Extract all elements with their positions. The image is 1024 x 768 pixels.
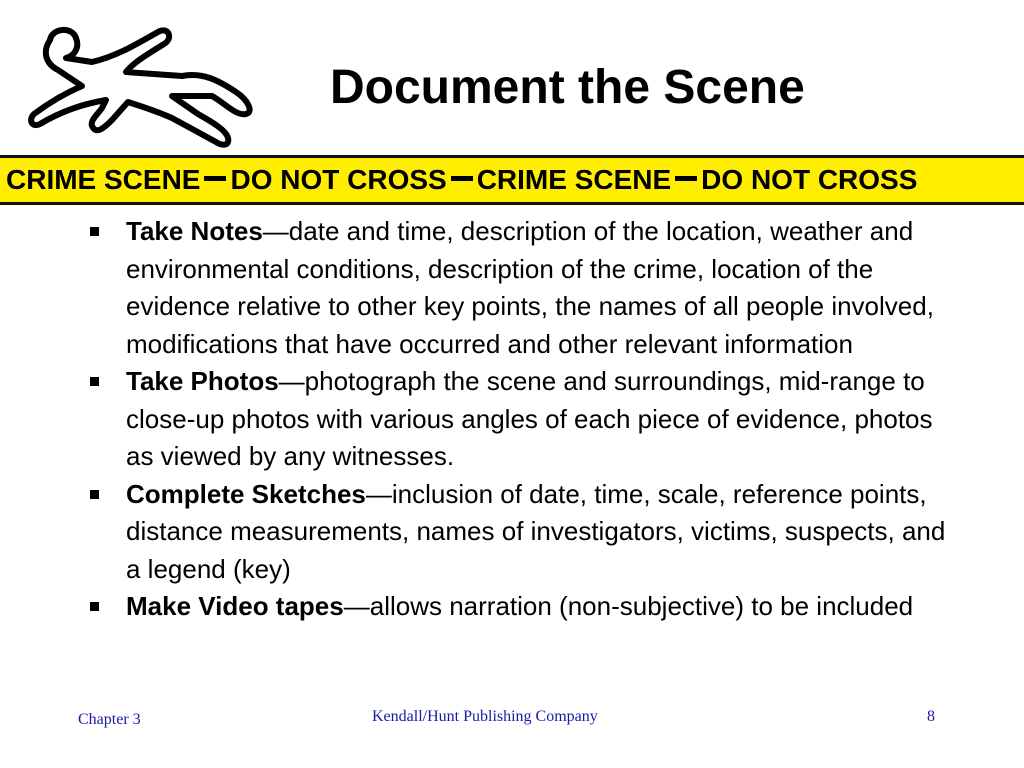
tape-text: CRIME SCENE xyxy=(476,164,672,195)
bullet-text: —photograph the scene and surroundings, mid-range to close-up photos with various angles of each piece of evidence, photos as viewed by any witnesses. xyxy=(126,366,933,471)
chalk-body-outline-icon xyxy=(22,22,262,162)
square-bullet-icon xyxy=(90,227,99,236)
bullet-text: —inclusion of date, time, scale, reference points, distance measurements, names of investigators, victims, suspects, and a legend (key) xyxy=(126,478,946,584)
tape-dash xyxy=(675,176,697,181)
footer-publisher: Kendall/Hunt Publishing Company xyxy=(372,708,598,725)
bullet-item xyxy=(90,476,950,589)
bullet-item xyxy=(90,588,950,626)
tape-text: DO NOT CROSS xyxy=(701,164,918,195)
bullet-item xyxy=(90,213,950,363)
bullet-term: Make Video tapes xyxy=(126,591,344,621)
square-bullet-icon xyxy=(90,490,99,499)
bullet-text: —date and time, description of the location, weather and environmental conditions, description of the crime, location of the evidence relative to other key points, the names of all people involved, modifications that have occurred and other relevant information xyxy=(126,216,934,359)
footer-chapter: Chapter 3 xyxy=(78,711,141,728)
bullet-term: Take Notes xyxy=(126,216,263,246)
tape-dash xyxy=(204,176,226,181)
square-bullet-icon xyxy=(90,602,99,611)
crime-scene-tape xyxy=(0,155,1024,205)
tape-dash xyxy=(451,176,473,181)
square-bullet-icon xyxy=(90,377,99,386)
bullet-text: —allows narration (non-subjective) to be included xyxy=(343,591,914,621)
tape-text: CRIME SCENE xyxy=(6,164,201,195)
footer-page-number: 8 xyxy=(927,708,935,725)
tape-text: DO NOT CROSS xyxy=(230,164,447,195)
bullet-item xyxy=(90,363,950,476)
slide-title: Document the Scene xyxy=(330,61,805,114)
bullet-term: Complete Sketches xyxy=(126,478,366,509)
bullet-term: Take Photos xyxy=(126,366,279,396)
bullet-list xyxy=(90,213,950,626)
